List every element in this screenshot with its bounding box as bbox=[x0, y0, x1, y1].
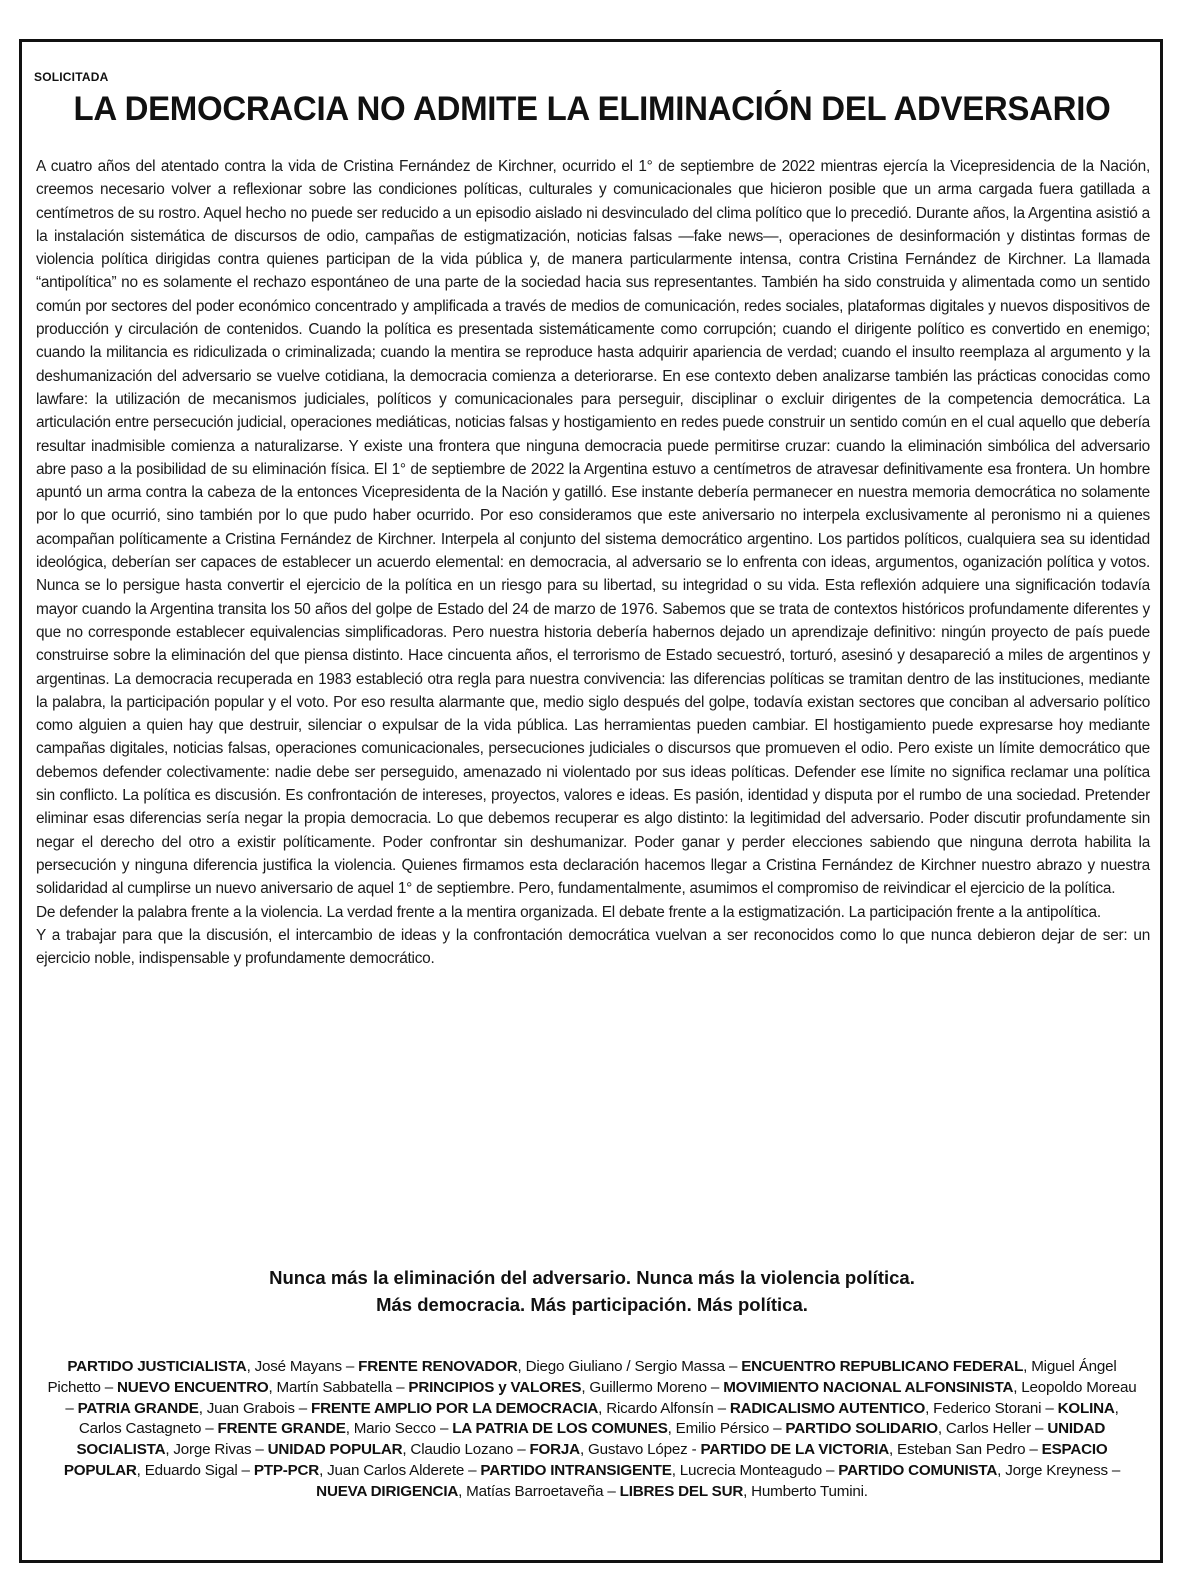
signatory-party: FRENTE GRANDE bbox=[217, 1420, 346, 1438]
signatory-party: UNIDAD SOCIALISTA bbox=[76, 1420, 1106, 1459]
signatories-list bbox=[44, 1357, 1140, 1503]
body-text bbox=[36, 155, 1150, 970]
signatory-names: , Claudio Lozano – bbox=[402, 1441, 530, 1459]
headline: LA DEMOCRACIA NO ADMITE LA ELIMINACIÓN DEL ADVERSARIO bbox=[73, 90, 1111, 128]
signatory-names: , Carlos Castagneto – bbox=[78, 1399, 1119, 1438]
signatory-names: , Miguel Ángel Pichetto – bbox=[47, 1358, 1117, 1396]
signatory-names: , Jorge Kreyness – bbox=[997, 1461, 1121, 1479]
signatory-party: ENCUENTRO REPUBLICANO FEDERAL bbox=[741, 1358, 1024, 1375]
margin-print-mark bbox=[1176, 80, 1190, 160]
signatory-names: , Martín Sabbatella – bbox=[268, 1378, 409, 1396]
signatory-party: PARTIDO INTRANSIGENTE bbox=[480, 1461, 672, 1479]
signatory-party: FRENTE RENOVADOR bbox=[358, 1358, 518, 1375]
signatory-party: NUEVO ENCUENTRO bbox=[117, 1378, 269, 1396]
signatory-names: , Diego Giuliano / Sergio Massa – bbox=[517, 1358, 742, 1375]
signatory-party: PARTIDO SOLIDARIO bbox=[785, 1420, 938, 1438]
signatory-names: , Esteban San Pedro – bbox=[889, 1441, 1042, 1459]
signatory-party: PARTIDO JUSTICIALISTA bbox=[67, 1358, 247, 1375]
signatory-party: FORJA bbox=[529, 1441, 580, 1459]
slogans bbox=[30, 1264, 1154, 1318]
signatory-names: , Lucrecia Monteagudo – bbox=[671, 1461, 839, 1479]
signatory-party: PATRIA GRANDE bbox=[77, 1399, 199, 1417]
signatory-names: , Juan Grabois – bbox=[198, 1399, 312, 1417]
signatory-names: , Leopoldo Moreau – bbox=[65, 1378, 1137, 1417]
body-paragraph-3: Y a trabajar para que la discusión, el intercambio de ideas y la confrontación democrática vuelvan a ser reconocidos como lo que nunca debieron dejar de ser: un ejercicio noble, indispensable y profundamente democrático. bbox=[36, 926, 1150, 968]
signatory-party: UNIDAD POPULAR bbox=[267, 1441, 403, 1459]
signatory-party: RADICALISMO AUTENTICO bbox=[729, 1399, 926, 1417]
signatory-party: NUEVA DIRIGENCIA bbox=[316, 1482, 459, 1500]
signatory-party: PTP-PCR bbox=[253, 1461, 320, 1479]
signatory-names: , Carlos Heller – bbox=[937, 1420, 1048, 1438]
signatory-party: PARTIDO COMUNISTA bbox=[838, 1461, 998, 1479]
body-paragraph-2: De defender la palabra frente a la violencia. La verdad frente a la mentira organizada. El debate frente a la estigmatización. La participación frente a la antipolítica. bbox=[36, 903, 1101, 921]
signatory-names: , Mario Secco – bbox=[345, 1420, 453, 1438]
signatory-party: PRINCIPIOS y VALORES bbox=[408, 1378, 582, 1396]
signatory-names: , Eduardo Sigal – bbox=[136, 1461, 254, 1479]
signatory-party: ESPACIO POPULAR bbox=[63, 1441, 1108, 1479]
signatory-party: LA PATRIA DE LOS COMUNES bbox=[452, 1420, 668, 1438]
kicker-label: SOLICITADA bbox=[34, 70, 109, 84]
slogan-line-2: Más democracia. Más participación. Más política. bbox=[376, 1294, 808, 1315]
signatory-names: , Guillermo Moreno – bbox=[581, 1378, 724, 1396]
signatory-names: , Juan Carlos Alderete – bbox=[319, 1461, 481, 1479]
signatory-names: , Gustavo López - bbox=[579, 1441, 701, 1459]
signatory-names: , Emilio Pérsico – bbox=[667, 1420, 786, 1438]
signatory-party: LIBRES DEL SUR bbox=[619, 1482, 744, 1500]
signatory-names: , Ricardo Alfonsín – bbox=[598, 1399, 730, 1417]
signatory-names: , Jorge Rivas – bbox=[165, 1441, 268, 1459]
signatory-party: KOLINA bbox=[1057, 1399, 1115, 1417]
slogan-line-1: Nunca más la eliminación del adversario. Nunca más la violencia política. bbox=[269, 1267, 915, 1288]
signatory-party: PARTIDO DE LA VICTORIA bbox=[700, 1441, 889, 1459]
signatory-names: , José Mayans – bbox=[246, 1358, 359, 1375]
signatory-names: , Federico Storani – bbox=[925, 1399, 1058, 1417]
signatory-party: FRENTE AMPLIO POR LA DEMOCRACIA bbox=[311, 1399, 599, 1417]
signatory-names: , Humberto Tumini. bbox=[743, 1482, 868, 1500]
signatory-party: MOVIMIENTO NACIONAL ALFONSINISTA bbox=[723, 1378, 1014, 1396]
signatory-names: , Matías Barroetaveña – bbox=[458, 1482, 620, 1500]
body-paragraph-1: A cuatro años del atentado contra la vida de Cristina Fernández de Kirchner, ocurrido el 1° de septiembre de 2022 mientras ejercía la Vicepresidencia de la Nación, creemos necesario volver a reflexionar sobre las condiciones políticas, culturales y comunicacionales que hicieron posible que un arma cargada fuera gatillada a centímetros de su rostro. Aquel hecho no puede ser reducido a un episodio aislado ni desvinculado del clima político que lo precedió. Durante años, la Argentina asistió a la instalación sistemática de discursos de odio, campañas de estigmatización, noticias falsas —fake news—, operaciones de desinformación y distintas formas de violencia política dirigidas contra quienes participan de la vida pública y, de manera particularmente intensa, contra Cristina Fernández de Kirchner. La llamada “antipolítica” no es solamente el rechazo espontáneo de una parte de la sociedad hacia sus representantes. También ha sido construida y alimentada como un sentido común por sectores del poder económico concentrado y amplificada a través de medios de comunicación, redes sociales, plataformas digitales y nuevos dispositivos de producción y circulación de contenidos. Cuando la política es presentada sistemáticamente como corrupción; cuando el dirigente político es convertido en enemigo; cuando la militancia es ridiculizada o criminalizada; cuando la mentira se reproduce hasta adquirir apariencia de verdad; cuando el insulto reemplaza al argumento y la deshumanización del adversario se vuelve cotidiana, la democracia comienza a deteriorarse. En ese contexto deben analizarse también las prácticas conocidas como lawfare: la utilización de mecanismos judiciales, políticos y comunicacionales para perseguir, disciplinar o excluir dirigentes de la competencia democrática. La articulación entre persecución judicial, operaciones mediáticas, noticias falsas y hostigamiento en redes puede construir un sentido común en el cual aquello que debería resultar inadmisible comienza a naturalizarse. Y existe una frontera que ninguna democracia puede permitirse cruzar: cuando la eliminación simbólica del adversario abre paso a la posibilidad de su eliminación física. El 1° de septiembre de 2022 la Argentina estuvo a centímetros de atravesar definitivamente esa frontera. Un hombre apuntó un arma contra la cabeza de la entonces Vicepresidenta de la Nación y gatilló. Ese instante debería permanecer en nuestra memoria democrática no solamente por lo que ocurrió, sino también por lo que pudo haber ocurrido. Por eso consideramos que este aniversario no interpela exclusivamente al peronismo ni a quienes acompañan políticamente a Cristina Fernández de Kirchner. Interpela al conjunto del sistema democrático argentino. Los partidos políticos, cualquiera sea su identidad ideológica, deberían ser capaces de establecer un acuerdo elemental: en democracia, al adversario se lo enfrenta con ideas, argumentos, oganización política y votos. Nunca se lo persigue hasta convertir el ejercicio de la política en un riesgo para su libertad, su integridad o su vida. Esta reflexión adquiere una significación todavía mayor cuando la Argentina transita los 50 años del golpe de Estado del 24 de marzo de 1976. Sabemos que se trata de contextos históricos profundamente diferentes y que no corresponde establecer equivalencias simplificadoras. Pero nuestra historia debería habernos dejado un aprendizaje definitivo: ningún proyecto de país puede construirse sobre la eliminación del que piensa distinto. Hace cincuenta años, el terrorismo de Estado secuestró, torturó, asesinó y desapareció a miles de argentinos y argentinas. La democracia recuperada en 1983 estableció otra regla para nuestra convivencia: las diferencias políticas se tramitan dentro de las instituciones, mediante la palabra, la participación popular y el voto. Por eso resulta alarmante que, medio siglo después del golpe, todavía existan sectores que conciban al adversario político como alguien a quien hay que destruir, silenciar o expulsar de la vida pública. Las herramientas pueden cambiar. El hostigamiento puede expresarse hoy mediante campañas digitales, noticias falsas, operaciones comunicacionales, persecuciones judiciales o discursos que promueven el odio. Pero existe un límite democrático que debemos defender colectivamente: nadie debe ser perseguido, amenazado ni violentado por sus ideas políticas. Defender ese límite no significa reclamar una política sin conflicto. La política es discusión. Es confrontación de intereses, proyectos, valores e ideas. Es pasión, identidad y disputa por el rumbo de una sociedad. Pretender eliminar esas diferencias sería negar la propia democracia. Lo que debemos recuperar es algo distinto: la legitimidad del adversario. Poder discutir profundamente sin negar el derecho del otro a existir políticamente. Poder confrontar sin deshumanizar. Poder ganar y perder elecciones sabiendo que ninguna derrota habilita la persecución y ninguna diferencia justifica la violencia. Quienes firmamos esta declaración hacemos llegar a Cristina Fernández de Kirchner nuestro abrazo y nuestra solidaridad al cumplirse un nuevo aniversario de aquel 1° de septiembre. Pero, fundamentalmente, asumimos el compromiso de reivindicar el ejercicio de la política. bbox=[36, 158, 1150, 898]
